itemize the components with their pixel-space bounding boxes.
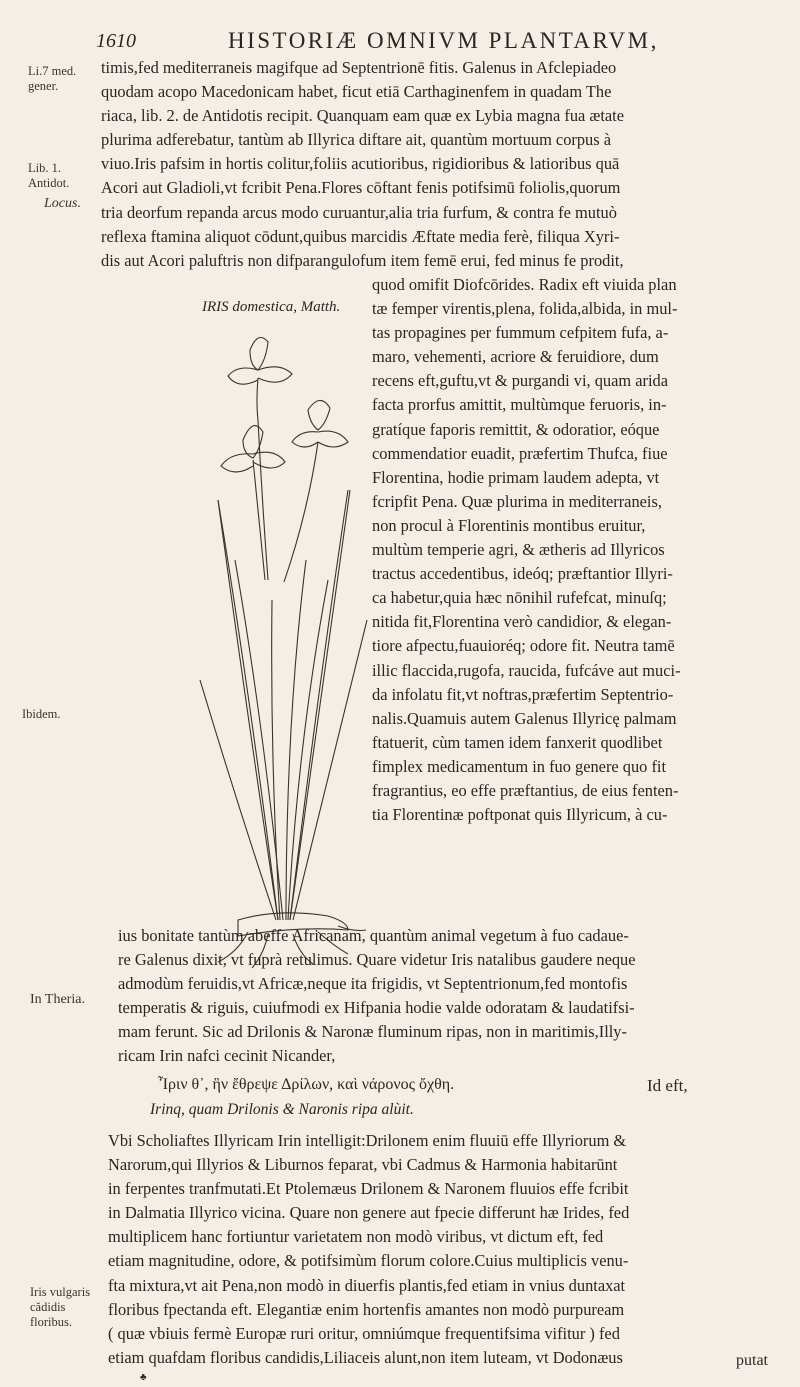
greek-verse: Ἶριν θ᾽, ἣν ἔθρεψε Δρίλων, καὶ νάρονος ὄχθη. xyxy=(158,1076,455,1093)
text-line: Acori aut Gladioli,vt fcribit Pena.Flores cōftant fenis potifsimū foliolis,quorum xyxy=(101,178,621,198)
text-line: ca habetur,quia hæc nōnihil rufefcat, minuſq; xyxy=(372,588,667,608)
text-line: maro, vehementi, acriore & feruidiore, dum xyxy=(372,347,659,367)
catchword: putat xyxy=(736,1352,768,1369)
text-line: ( quæ vbiuis fermè Europæ ruri oritur, omniúmque frequentifsima vifitur ) fed xyxy=(108,1323,620,1343)
latin-translation: Irinq, quam Drilonis & Naronis ripa alùit. xyxy=(150,1101,414,1118)
text-line: facta prorfus amittit, multùmque feruoris, in- xyxy=(372,395,667,415)
text-line: tæ femper virentis,plena, folida,albida, in mul- xyxy=(372,299,678,319)
text-line: admodùm feruidis,vt Africæ,neque ita frigidis, vt Septentrionum,fed montofis xyxy=(118,974,628,994)
margin-note-theria: In Theria. xyxy=(30,992,85,1007)
page-header xyxy=(0,28,800,58)
margin-note-iris: Iris vulgaris cădidis floribus. xyxy=(30,1285,91,1329)
text-line: timis,fed mediterraneis magifque ad Septentrionē fitis. Galenus in Afclepiadeo xyxy=(101,58,617,77)
text-line: floribus fpectanda eft. Elegantiæ enim hortenfis amantes non modò purpuream xyxy=(108,1299,625,1319)
figure-caption: IRIS domestica, Matth. xyxy=(202,299,341,315)
text-line: tria deorfum repanda arcus modo curuantur,alia tria furfum, & contra fe mutuò xyxy=(101,202,617,222)
text-line: tractus accedentibus, ideóq; præftantior Illyri- xyxy=(372,564,673,584)
ornament-icon: ♣ xyxy=(140,1372,147,1383)
margin-note-locus: Locus. xyxy=(44,196,81,211)
iris-plant-illustration xyxy=(198,320,368,975)
text-line: nalis.Quamuis autem Galenus Illyricę palmam xyxy=(372,708,677,728)
text-line: ftatuerit, cùm tamen idem fanxerit quodlibet xyxy=(372,732,663,752)
margin-note-reference: Li.7 med. gener. xyxy=(28,64,77,93)
text-line: multùm temperie agri, & ætheris ad Illyricos xyxy=(372,540,665,560)
text-line: da infolatu fit,vt noftras,præfertim Septentrio- xyxy=(372,684,674,704)
text-block-middle xyxy=(118,924,768,1069)
text-line: fimplex medicamentum in fuo genere quo fit xyxy=(372,756,667,776)
text-line: fcripfit Pena. Quæ plurima in mediterraneis, xyxy=(372,491,662,511)
page-number: 1610 xyxy=(96,30,136,52)
text-line: gratíque faporis remittit, & odoratior, eóque xyxy=(372,419,660,439)
text-line: Narorum,qui Illyrios & Liburnos feparat, vbi Cadmus & Harmonia habitarūnt xyxy=(108,1155,618,1175)
text-line: illic flaccida,rugofa, raucida, fufcáve aut muci- xyxy=(372,660,681,680)
text-line: recens eft,guftu,vt & purgandi vi, quam arida xyxy=(372,371,669,391)
margin-note-reference: Lib. 1. Antidot. xyxy=(28,161,70,190)
text-line: multiplicem hanc fortiuntur varietatem non modò viribus, vt dictum eft, fed xyxy=(108,1227,604,1247)
text-line: dis aut Acori paluftris non difparangulofum item femē erui, fed minus fe prodit, xyxy=(101,250,624,270)
text-line: tia Florentinæ poftponat quis Illyricum, à cu- xyxy=(372,805,668,825)
text-line: re Galenus dixit, vt fuprà retulimus. Quare videtur Iris natalibus gaudere neque xyxy=(118,950,636,970)
text-line: ricam Irin nafci cecinit Nicander, xyxy=(118,1046,336,1066)
text-line: mam ferunt. Sic ad Drilonis & Naronæ fluminum ripas, non in maritimis,Illy- xyxy=(118,1022,627,1042)
text-line: reflexa ftamina aliquot cōdunt,quibus marcidis Æftate media ferè, filiqua Xyri- xyxy=(101,226,620,246)
text-line: fta mixtura,vt ait Pena,non modò in diuerfis plantis,fed etiam in vnius duntaxat xyxy=(108,1275,626,1295)
text-line: quodam acopo Macedonicam habet, ficut etiā Carthaginenfem in quadam The xyxy=(101,82,612,102)
id-est-label: Id eft, xyxy=(647,1076,688,1095)
text-line: in Dalmatia Illyrico vicina. Quare non genere aut fpecie differunt hæ Irides, fed xyxy=(108,1203,630,1223)
text-line: tiore afpectu,fuauioréq; odore fit. Neutra tamē xyxy=(372,636,675,656)
text-line: commendatior euadit, præfertim Thufca, fiue xyxy=(372,443,668,463)
text-line: in ferpentes tranfmutati.Et Ptolemæus Drilonem & Naronem fluuios effe fcribit xyxy=(108,1179,629,1199)
margin-note-ibidem: Ibidem. xyxy=(22,707,61,721)
text-block-top xyxy=(101,56,761,273)
text-line: etiam quafdam floribus candidis,Liliaceis alunt,non item luteam, vt Dodonæus xyxy=(108,1347,623,1367)
text-block-right xyxy=(372,273,766,827)
text-line: etiam magnitudine, odore, & potifsimùm florum colore.Cuius multiplicis venu- xyxy=(108,1251,629,1271)
text-line: tas propagines per fummum cefpitem fufa, a- xyxy=(372,323,669,343)
running-title: HISTORIÆ OMNIVM PLANTARVM, xyxy=(228,28,659,53)
text-line: ius bonitate tantùm abeffe Africanam, quantùm animal vegetum à fuo cadaue- xyxy=(118,926,629,945)
text-line: temperatis & riguis, cuiufmodi ex Hifpania hodie valde odoratam & laudatifsi- xyxy=(118,998,635,1018)
text-line: quod omifit Diofcōrides. Radix eft viuida plan xyxy=(372,275,677,294)
text-line: non procul à Florentinis montibus eruitur, xyxy=(372,515,646,535)
text-line: nitida fit,Florentina verò candidior, & elegan- xyxy=(372,612,672,632)
text-line: Vbi Scholiaftes Illyricam Irin intelligit:Drilonem enim fluuiū effe Illyriorum & xyxy=(108,1131,627,1150)
text-line: Florentina, hodie primam laudem adepta, vt xyxy=(372,467,660,487)
text-line: plurima adferebatur, tantùm ab Illyrica diftare ait, quantùm mortuum corpus à xyxy=(101,130,612,150)
text-line: viuo.Iris pafsim in hortis colitur,foliis acutioribus, rigidioribus & latioribus quā xyxy=(101,154,620,174)
text-line: riaca, lib. 2. de Antidotis recipit. Quanquam eam quæ ex Lybia magna fua ætate xyxy=(101,106,624,126)
text-line: fragrantius, eo effe præftantius, de eius fenten- xyxy=(372,780,679,800)
text-block-bottom xyxy=(108,1129,768,1370)
